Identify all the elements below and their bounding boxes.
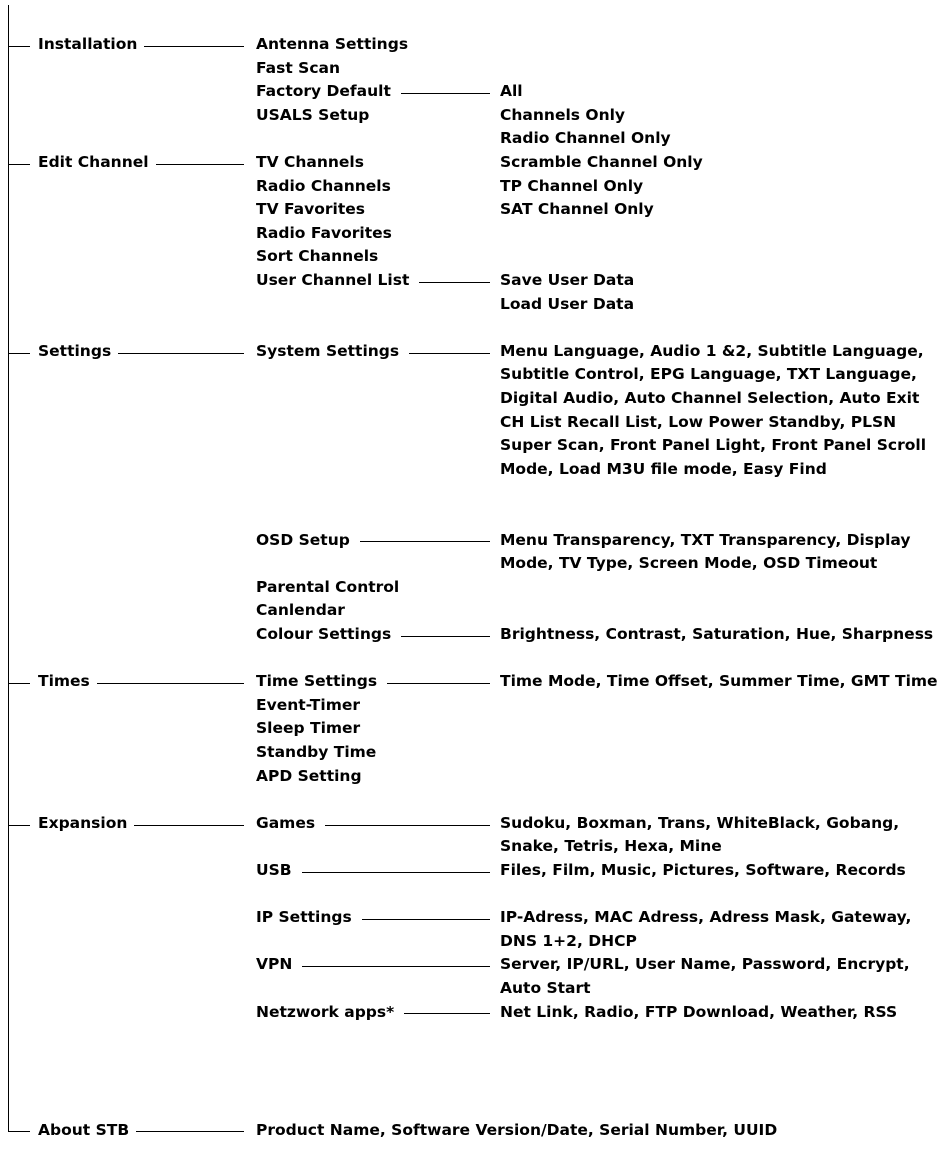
menu-item: USALS Setup xyxy=(256,105,370,124)
section-label: Settings xyxy=(38,341,112,360)
menu-item: Radio Channels xyxy=(256,176,391,195)
menu-item: Antenna Settings xyxy=(256,35,409,53)
menu-item: Fast Scan xyxy=(256,58,341,77)
menu-item: Sort Channels xyxy=(256,247,379,266)
menu-item: Netzwork apps* xyxy=(256,1002,395,1021)
menu-item: Radio Favorites xyxy=(256,223,392,242)
menu-item: Sleep Timer xyxy=(256,719,361,738)
item-connector xyxy=(302,966,490,967)
submenu-description: Time Mode, Time Offset, Summer Time, GMT Time xyxy=(500,672,938,691)
menu-item: User Channel List xyxy=(256,271,410,289)
item-connector xyxy=(387,683,490,684)
submenu-description: Brightness, Contrast, Saturation, Hue, Sharpness xyxy=(500,625,934,643)
item-connector xyxy=(325,825,490,826)
section-label: Expansion xyxy=(38,813,128,832)
submenu-item: Channels Only xyxy=(500,105,626,124)
section-label: Edit Channel xyxy=(38,153,149,171)
menu-item: OSD Setup xyxy=(256,530,350,549)
menu-item: Games xyxy=(256,813,316,832)
menu-item: Parental Control xyxy=(256,577,400,596)
item-connector xyxy=(419,282,490,283)
item-connector xyxy=(401,636,490,637)
menu-item: Canlendar xyxy=(256,601,345,620)
submenu-description: IP-Adress, MAC Adress, Adress Mask, Gateway, DNS 1+2, DHCP xyxy=(500,908,912,950)
menu-item: USB xyxy=(256,861,292,879)
menu-item: VPN xyxy=(256,955,293,974)
submenu-item: Load User Data xyxy=(500,294,635,313)
submenu-item: All xyxy=(500,82,523,101)
section-connector xyxy=(156,164,244,165)
submenu-description: Server, IP/URL, User Name, Password, Encrypt, Auto Start xyxy=(500,955,910,997)
section-label: Times xyxy=(38,672,90,691)
menu-item: Colour Settings xyxy=(256,625,392,643)
menu-item: Time Settings xyxy=(256,672,378,691)
submenu-item: SAT Channel Only xyxy=(500,200,654,219)
trunk-tick xyxy=(8,1131,30,1132)
submenu-item: Save User Data xyxy=(500,271,635,289)
trunk-tick xyxy=(8,825,30,826)
tree-trunk-line xyxy=(8,5,9,1131)
item-connector xyxy=(404,1013,490,1014)
menu-item: APD Setting xyxy=(256,766,362,785)
section-connector xyxy=(118,353,244,354)
trunk-tick xyxy=(8,353,30,354)
trunk-tick xyxy=(8,164,30,165)
menu-item: System Settings xyxy=(256,341,400,360)
menu-item: Product Name, Software Version/Date, Serial Number, UUID xyxy=(256,1120,778,1139)
submenu-item: Scramble Channel Only xyxy=(500,153,703,171)
item-connector xyxy=(409,353,490,354)
menu-item: IP Settings xyxy=(256,908,352,927)
menu-item: Standby Time xyxy=(256,743,377,761)
submenu-description: Files, Film, Music, Pictures, Software, Records xyxy=(500,861,906,879)
section-label: About STB xyxy=(38,1120,130,1139)
submenu-description: Net Link, Radio, FTP Download, Weather, RSS xyxy=(500,1002,898,1021)
item-connector xyxy=(401,93,490,94)
submenu-item: TP Channel Only xyxy=(500,176,644,195)
item-connector xyxy=(362,919,490,920)
submenu-description: Menu Transparency, TXT Transparency, Display Mode, TV Type, Screen Mode, OSD Timeout xyxy=(500,530,911,573)
menu-item: TV Favorites xyxy=(256,200,365,219)
submenu-description: Sudoku, Boxman, Trans, WhiteBlack, Gobang, Snake, Tetris, Hexa, Mine xyxy=(500,813,900,856)
menu-item: TV Channels xyxy=(256,153,364,171)
menu-item: Event-Timer xyxy=(256,695,360,714)
item-connector xyxy=(360,541,490,542)
section-connector xyxy=(144,46,244,47)
trunk-tick xyxy=(8,683,30,684)
section-connector xyxy=(136,1131,244,1132)
submenu-item: Radio Channel Only xyxy=(500,129,671,148)
menu-item: Factory Default xyxy=(256,82,391,101)
section-label: Installation xyxy=(38,35,138,53)
item-connector xyxy=(302,872,490,873)
section-connector xyxy=(97,683,244,684)
section-connector xyxy=(134,825,244,826)
submenu-description: Menu Language, Audio 1 &2, Subtitle Language, Subtitle Control, EPG Language, TXT Language, Digital Audio, Auto Channel Selection, Auto Exit CH List Recall List, Low Power Standby, PLSN Super Scan, Front Panel Light, Front Panel Scroll Mode, Load M3U file mode, Easy Find xyxy=(500,341,927,478)
trunk-tick xyxy=(8,46,30,47)
